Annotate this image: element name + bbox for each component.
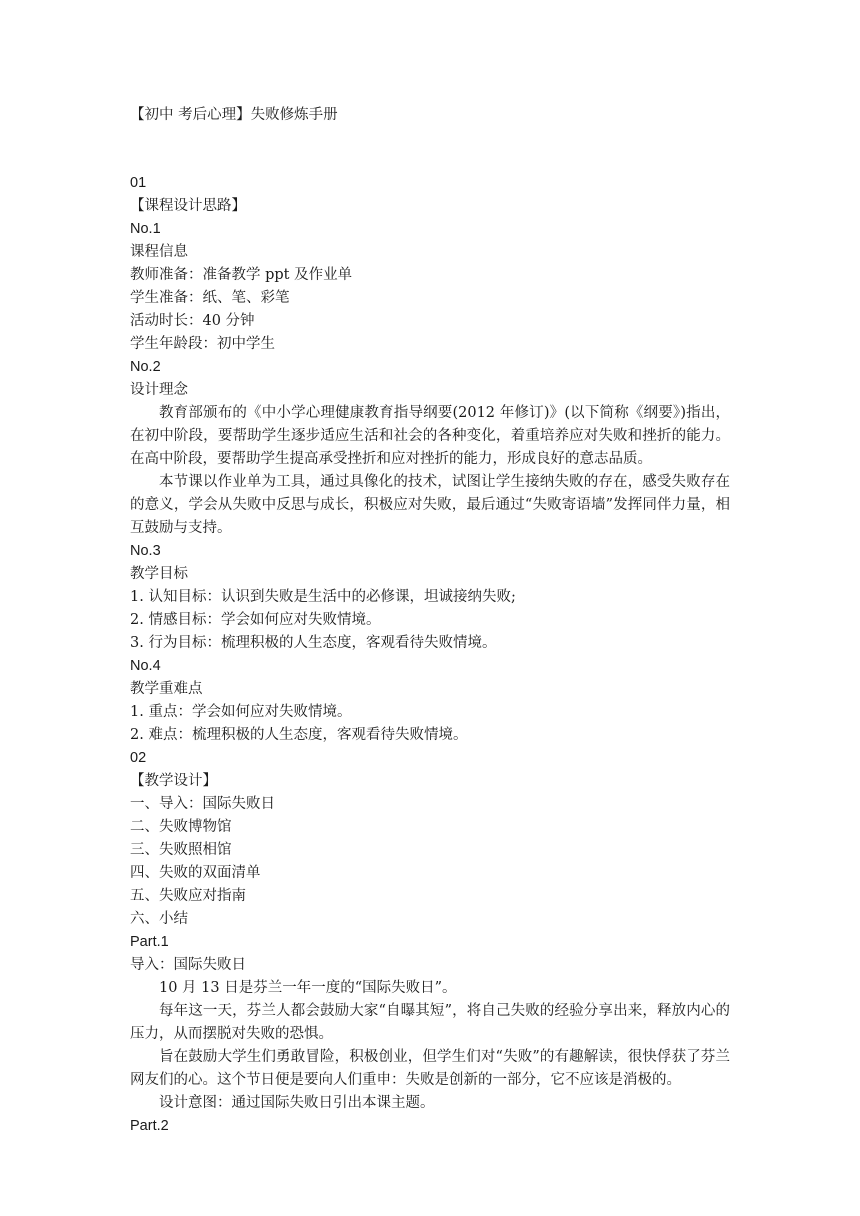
part-number: Part.2	[130, 1118, 169, 1134]
paragraph: 10 月 13 日是芬兰一年一度的“国际失败日”。	[159, 980, 457, 996]
outline-item: 一、导入：国际失败日	[130, 796, 275, 812]
paragraph: 每年这一天，芬兰人都会鼓励大家“自曝其短”，将自己失败的经验分享出来，释放内心的压力，从而摆脱对失败的恐惧。	[130, 1003, 730, 1042]
subsection-title: 教学目标	[130, 566, 188, 582]
section-number: 01	[130, 175, 147, 191]
section-number: 02	[130, 750, 147, 766]
goal-item: 3. 行为目标：梳理积极的人生态度，客观看待失败情境。	[130, 635, 497, 651]
document-body	[130, 104, 730, 1138]
info-line: 学生年龄段：初中学生	[130, 336, 275, 352]
document-title: 【初中 考后心理】失败修炼手册	[130, 107, 338, 123]
paragraph: 本节课以作业单为工具，通过具像化的技术，试图让学生接纳失败的存在，感受失败存在的意义，学会从失败中反思与成长，积极应对失败，最后通过“失败寄语墙”发挥同伴力量，相互鼓励与支持。	[130, 474, 730, 536]
spacer	[130, 127, 730, 172]
outline-item: 五、失败应对指南	[130, 888, 246, 904]
subsection-title: 课程信息	[130, 244, 188, 260]
goal-item: 1. 认知目标：认识到失败是生活中的必修课，坦诚接纳失败;	[130, 589, 516, 605]
subsection-number: No.1	[130, 221, 161, 237]
info-line: 学生准备：纸、笔、彩笔	[130, 290, 290, 306]
part-title: 导入：国际失败日	[130, 957, 246, 973]
info-line: 教师准备：准备教学 ppt 及作业单	[130, 267, 353, 283]
subsection-title: 设计理念	[130, 382, 188, 398]
outline-item: 四、失败的双面清单	[130, 865, 261, 881]
goal-item: 2. 情感目标：学会如何应对失败情境。	[130, 612, 381, 628]
info-line: 活动时长：40 分钟	[130, 313, 255, 329]
part-number: Part.1	[130, 934, 169, 950]
key-item: 1. 重点：学会如何应对失败情境。	[130, 704, 352, 720]
section-heading: 【课程设计思路】	[130, 198, 246, 214]
paragraph: 旨在鼓励大学生们勇敢冒险，积极创业，但学生们对“失败”的有趣解读，很快俘获了芬兰网友们的心。这个节日便是要向人们重申：失败是创新的一部分，它不应该是消极的。	[130, 1049, 730, 1088]
section-heading: 【教学设计】	[130, 773, 217, 789]
subsection-title: 教学重难点	[130, 681, 203, 697]
subsection-number: No.2	[130, 359, 161, 375]
subsection-number: No.4	[130, 658, 161, 674]
outline-item: 三、失败照相馆	[130, 842, 232, 858]
key-item: 2. 难点：梳理积极的人生态度，客观看待失败情境。	[130, 727, 468, 743]
subsection-number: No.3	[130, 543, 161, 559]
paragraph: 设计意图：通过国际失败日引出本课主题。	[159, 1095, 435, 1111]
outline-item: 六、小结	[130, 911, 188, 927]
outline-item: 二、失败博物馆	[130, 819, 232, 835]
paragraph: 教育部颁布的《中小学心理健康教育指导纲要(2012 年修订)》(以下简称《纲要》)指出，在初中阶段，要帮助学生逐步适应生活和社会的各种变化，着重培养应对失败和挫折的能力。在高中阶段，要帮助学生提高承受挫折和应对挫折的能力，形成良好的意志品质。	[130, 405, 730, 467]
